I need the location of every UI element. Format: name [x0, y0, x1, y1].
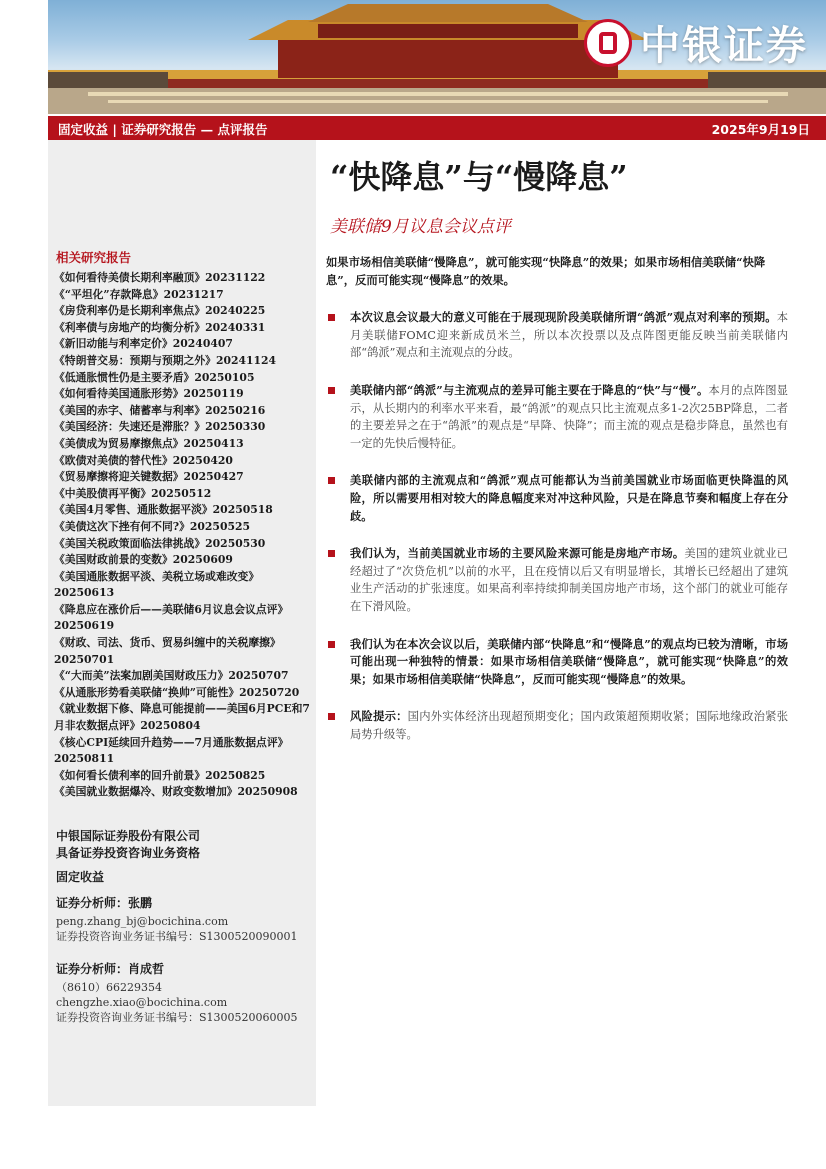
key-point-bold: 美联储内部“鸽派”与主流观点的差异可能主要在于降息的“快”与“慢”。: [350, 382, 709, 397]
analyst-name: 证券分析师：肖成哲: [56, 962, 165, 976]
related-report-item: 《特朗普交易：预期与预期之外》20241124: [54, 353, 277, 367]
report-body: [326, 254, 788, 763]
related-report-item: 《“大而美”法案加剧美国财政压力》20250707: [54, 669, 289, 683]
related-report-item: 《贸易摩擦将迎关键数据》20250427: [54, 470, 244, 484]
related-report-item: 《美债这次下挫有何不同?》20250525: [54, 519, 250, 533]
key-point: [326, 636, 788, 689]
related-report-item: 《财政、司法、货币、贸易纠缠中的关税摩擦》20250701: [54, 636, 281, 666]
risk-warning: [326, 708, 788, 743]
related-report-item: 《美国经济：失速还是滞胀？》20250330: [54, 420, 266, 434]
analyst-email: chengzhe.xiao@bocichina.com: [56, 996, 228, 1009]
related-report-item: 《核心CPI延续回升趋势——7月通胀数据点评》20250811: [54, 735, 289, 766]
related-report-item: 《美国的赤字、储蓄率与利率》20250216: [54, 403, 266, 417]
key-point: [326, 382, 788, 452]
related-report-item: 《美国通胀数据平淡、美税立场或难改变》20250613: [54, 569, 260, 600]
key-point-bold: 美联储内部的主流观点和“鸽派”观点可能都认为当前美国就业市场面临更快降温的风险，所以需要用相对较大的降息幅度来对冲这种风险，只是在降息节奏和幅度上存在分歧。: [350, 473, 788, 523]
related-report-item: 《如何看待美债长期利率融顶》20231122: [54, 271, 266, 284]
report-subtitle: 美联储9月议息会议点评: [330, 217, 511, 237]
brand-name: 中银证券: [640, 23, 808, 69]
key-point-bold: 本次议息会议最大的意义可能在于展现现阶段美联储所谓“鸽派”观点对利率的预期。: [350, 310, 777, 325]
related-reports-title: 相关研究报告: [56, 250, 132, 265]
category-bar: [48, 116, 826, 140]
key-point: [326, 309, 788, 362]
analyst-license: 证券投资咨询业务证书编号：S1300520090001: [56, 930, 298, 943]
company-info: [56, 828, 200, 862]
report-date: 2025年9月19日: [711, 122, 810, 137]
boc-logo-icon: [584, 19, 632, 67]
analyst-license: 证券投资咨询业务证书编号：S1300520060005: [56, 1011, 298, 1024]
key-point-bold: 风险提示：: [350, 709, 408, 724]
analyst-name: 证券分析师：张鹏: [56, 896, 153, 910]
related-report-item: 《从通胀形势看美联储“换帅”可能性》20250720: [54, 685, 300, 699]
related-report-item: 《欧债对美债的替代性》20250420: [54, 453, 233, 467]
sidebar: [48, 140, 316, 1106]
related-report-item: 《中美股债再平衡》20250512: [54, 486, 212, 500]
related-report-item: 《美国财政前景的变数》20250609: [54, 553, 233, 567]
key-point-text: 美国的建筑业就业已经超过了“次贷危机”以前的水平，且在疫情以后又有明显增长，其增长已经超出了建筑业生产活动的扩张速度。如果高利率持续抑制美国房地产市场，这个部门的就业可能存在下滑风险。: [350, 547, 788, 613]
related-report-item: 《房贷利率仍是长期利率焦点》20240225: [54, 304, 266, 318]
key-point-text: 本月的点阵图显示，从长期内的利率水平来看，最“鸽派”的观点只比主流观点多1-2次25BP降息，二者的主要差异之在于“鸽派”的观点是“早降、快降”；而主流的观点是稳步降息，虽然也有一定的先快后慢特征。: [350, 383, 788, 450]
report-title: “快降息”与“慢降息”: [330, 158, 628, 196]
related-report-item: 《“平坦化”存款降息》20231217: [54, 287, 224, 301]
related-report-item: 《如何看待美国通胀形势》20250119: [54, 387, 244, 401]
key-point-bold: 我们认为，当前美国就业市场的主要风险来源可能是房地产市场。: [350, 546, 685, 561]
related-report-item: 《降息应在涨价后——美联储6月议息会议点评》20250619: [54, 602, 289, 633]
key-point: [326, 472, 788, 525]
key-points: [326, 309, 788, 743]
key-point-text: 国内外实体经济出现超预期变化；国内政策超预期收紧；国际地缘政治紧张局势升级等。: [350, 710, 788, 741]
key-point: [326, 545, 788, 615]
related-report-item: 《如何看长债利率的回升前景》20250825: [54, 768, 266, 782]
related-report-item: 《美国4月零售、通胀数据平淡》20250518: [54, 503, 273, 517]
related-report-item: 《就业数据下修、降息可能提前——美国6月PCE和7月非农数据点评》20250804: [54, 702, 310, 733]
key-point-bold: 我们认为在本次会议以后，美联储内部“快降息”和“慢降息”的观点均已较为清晰，市场可能出现一种独特的情景：如果市场相信美联储“慢降息”，就可能实现“快降息”的效果；如果市场相信美联储“快降息”，反而可能实现“慢降息”的效果。: [350, 636, 788, 686]
key-point-text: 本月美联储FOMC迎来新成员米兰，所以本次投票以及点阵图更能反映当前美联储内部“鸽派”观点和主流观点的分歧。: [350, 311, 788, 360]
analyst-1: [56, 896, 298, 944]
related-reports-list: [54, 270, 312, 801]
related-report-item: 《低通胀惯性仍是主要矛盾》20250105: [54, 370, 255, 384]
related-report-item: 《美国关税政策面临法律挑战》20250530: [54, 536, 266, 550]
related-report-item: 《新旧动能与利率定价》20240407: [54, 337, 233, 351]
company-qualification: 具备证券投资咨询业务资格: [56, 846, 201, 860]
division-label: 固定收益: [56, 870, 105, 884]
company-name: 中银国际证券股份有限公司: [56, 829, 201, 843]
brand-logo: [584, 14, 808, 71]
report-category: 固定收益 | 证券研究报告 — 点评报告: [58, 122, 268, 137]
header-banner: [48, 0, 826, 114]
analyst-phone: （8610）66229354: [56, 981, 162, 994]
related-report-item: 《美债成为贸易摩擦焦点》20250413: [54, 436, 244, 450]
related-report-item: 《美国就业数据爆冷、财政变数增加》20250908: [54, 785, 298, 799]
analyst-email: peng.zhang_bj@bocichina.com: [56, 915, 229, 928]
lead-paragraph: 如果市场相信美联储“慢降息”，就可能实现“快降息”的效果；如果市场相信美联储“快降息”，反而可能实现“慢降息”的效果。: [326, 255, 766, 287]
analyst-2: [56, 962, 298, 1025]
related-report-item: 《利率债与房地产的均衡分析》20240331: [54, 320, 266, 334]
